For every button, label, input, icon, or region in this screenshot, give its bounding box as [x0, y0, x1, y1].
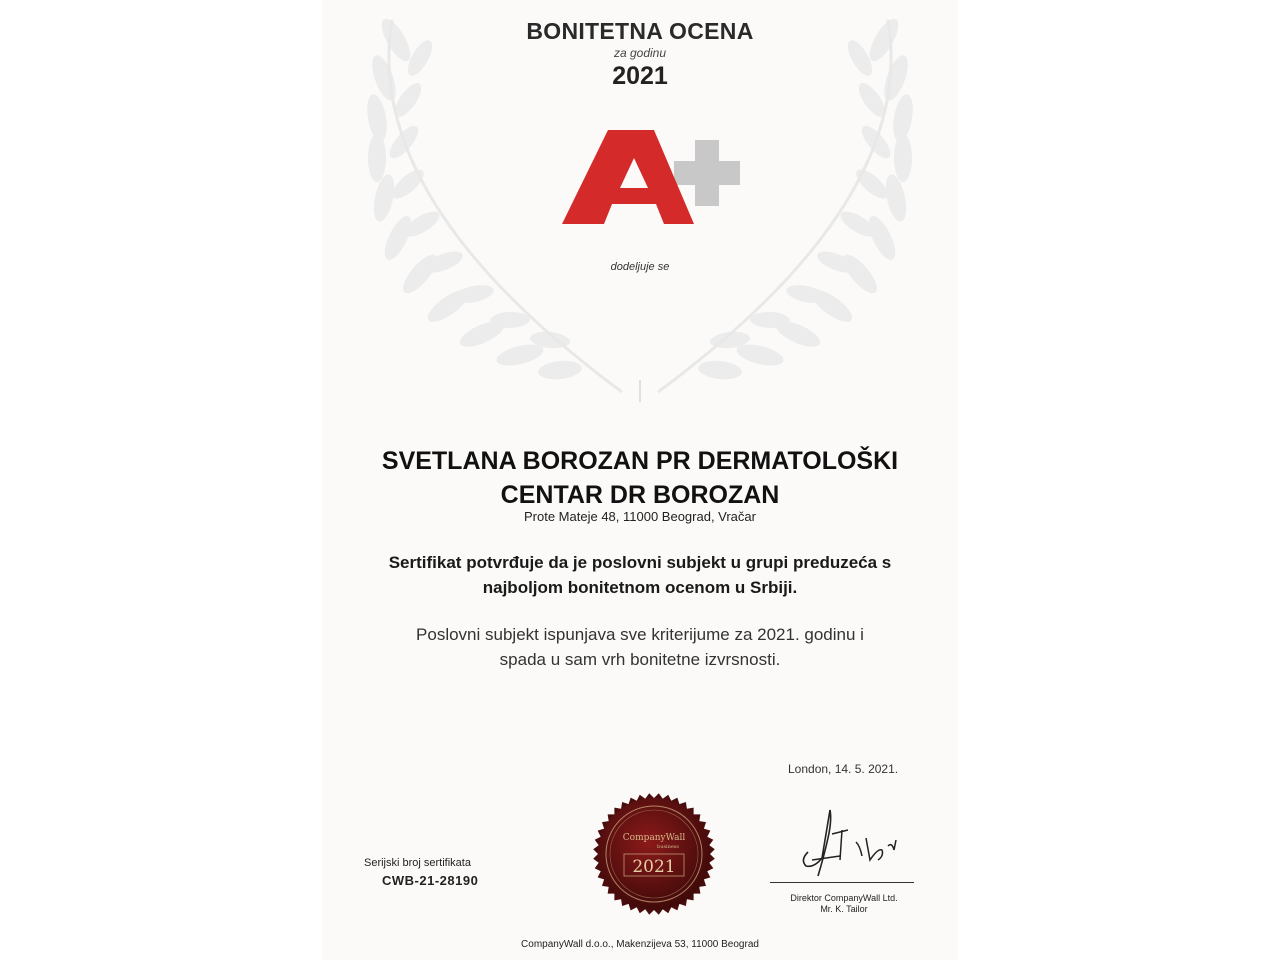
company-address: Prote Mateje 48, 11000 Beograd, Vračar — [524, 509, 756, 524]
certificate-subtitle: za godinu — [613, 46, 667, 60]
criteria-text — [352, 622, 928, 672]
director-block — [758, 893, 930, 915]
serial-number-label: Serijski broj sertifikata — [364, 857, 471, 869]
grade-a-plus-logo — [562, 128, 742, 228]
serial-number: CWB-21-28190 — [382, 873, 479, 888]
certificate-title: BONITETNA OCENA — [526, 18, 754, 44]
certificate-paper — [322, 0, 958, 960]
certificate-year: 2021 — [612, 62, 668, 90]
place-date: London, 14. 5. 2021. — [788, 762, 899, 776]
footer-address: CompanyWall d.o.o., Makenzijeva 53, 11000 Beograd — [521, 939, 759, 950]
director-title: Direktor CompanyWall Ltd. — [790, 893, 898, 903]
company-name-line1: SVETLANA BOROZAN PR DERMATOLOŠKI — [381, 447, 899, 475]
statement-line1: Sertifikat potvrđuje da je poslovni subjekt u grupi preduzeća s — [388, 553, 892, 572]
signature-line — [770, 882, 914, 883]
svg-text:2021: 2021 — [632, 857, 676, 877]
certificate-statement — [342, 550, 938, 600]
svg-text:CompanyWall: CompanyWall — [622, 833, 686, 843]
svg-text:business: business — [657, 844, 679, 850]
statement-line2: najboljom bonitetnom ocenom u Srbiji. — [482, 578, 798, 597]
criteria-line2: spada u sam vrh bonitetne izvrsnosti. — [499, 650, 781, 669]
director-signature — [770, 790, 920, 886]
company-name — [322, 444, 958, 512]
director-name: Mr. K. Tailor — [820, 904, 868, 914]
criteria-line1: Poslovni subjekt ispunjava sve kriterijume za 2021. godinu i — [416, 625, 864, 644]
awarded-label: dodeljuje se — [610, 261, 670, 273]
companywall-seal-icon — [592, 792, 716, 916]
company-name-line2: CENTAR DR BOROZAN — [500, 481, 780, 509]
